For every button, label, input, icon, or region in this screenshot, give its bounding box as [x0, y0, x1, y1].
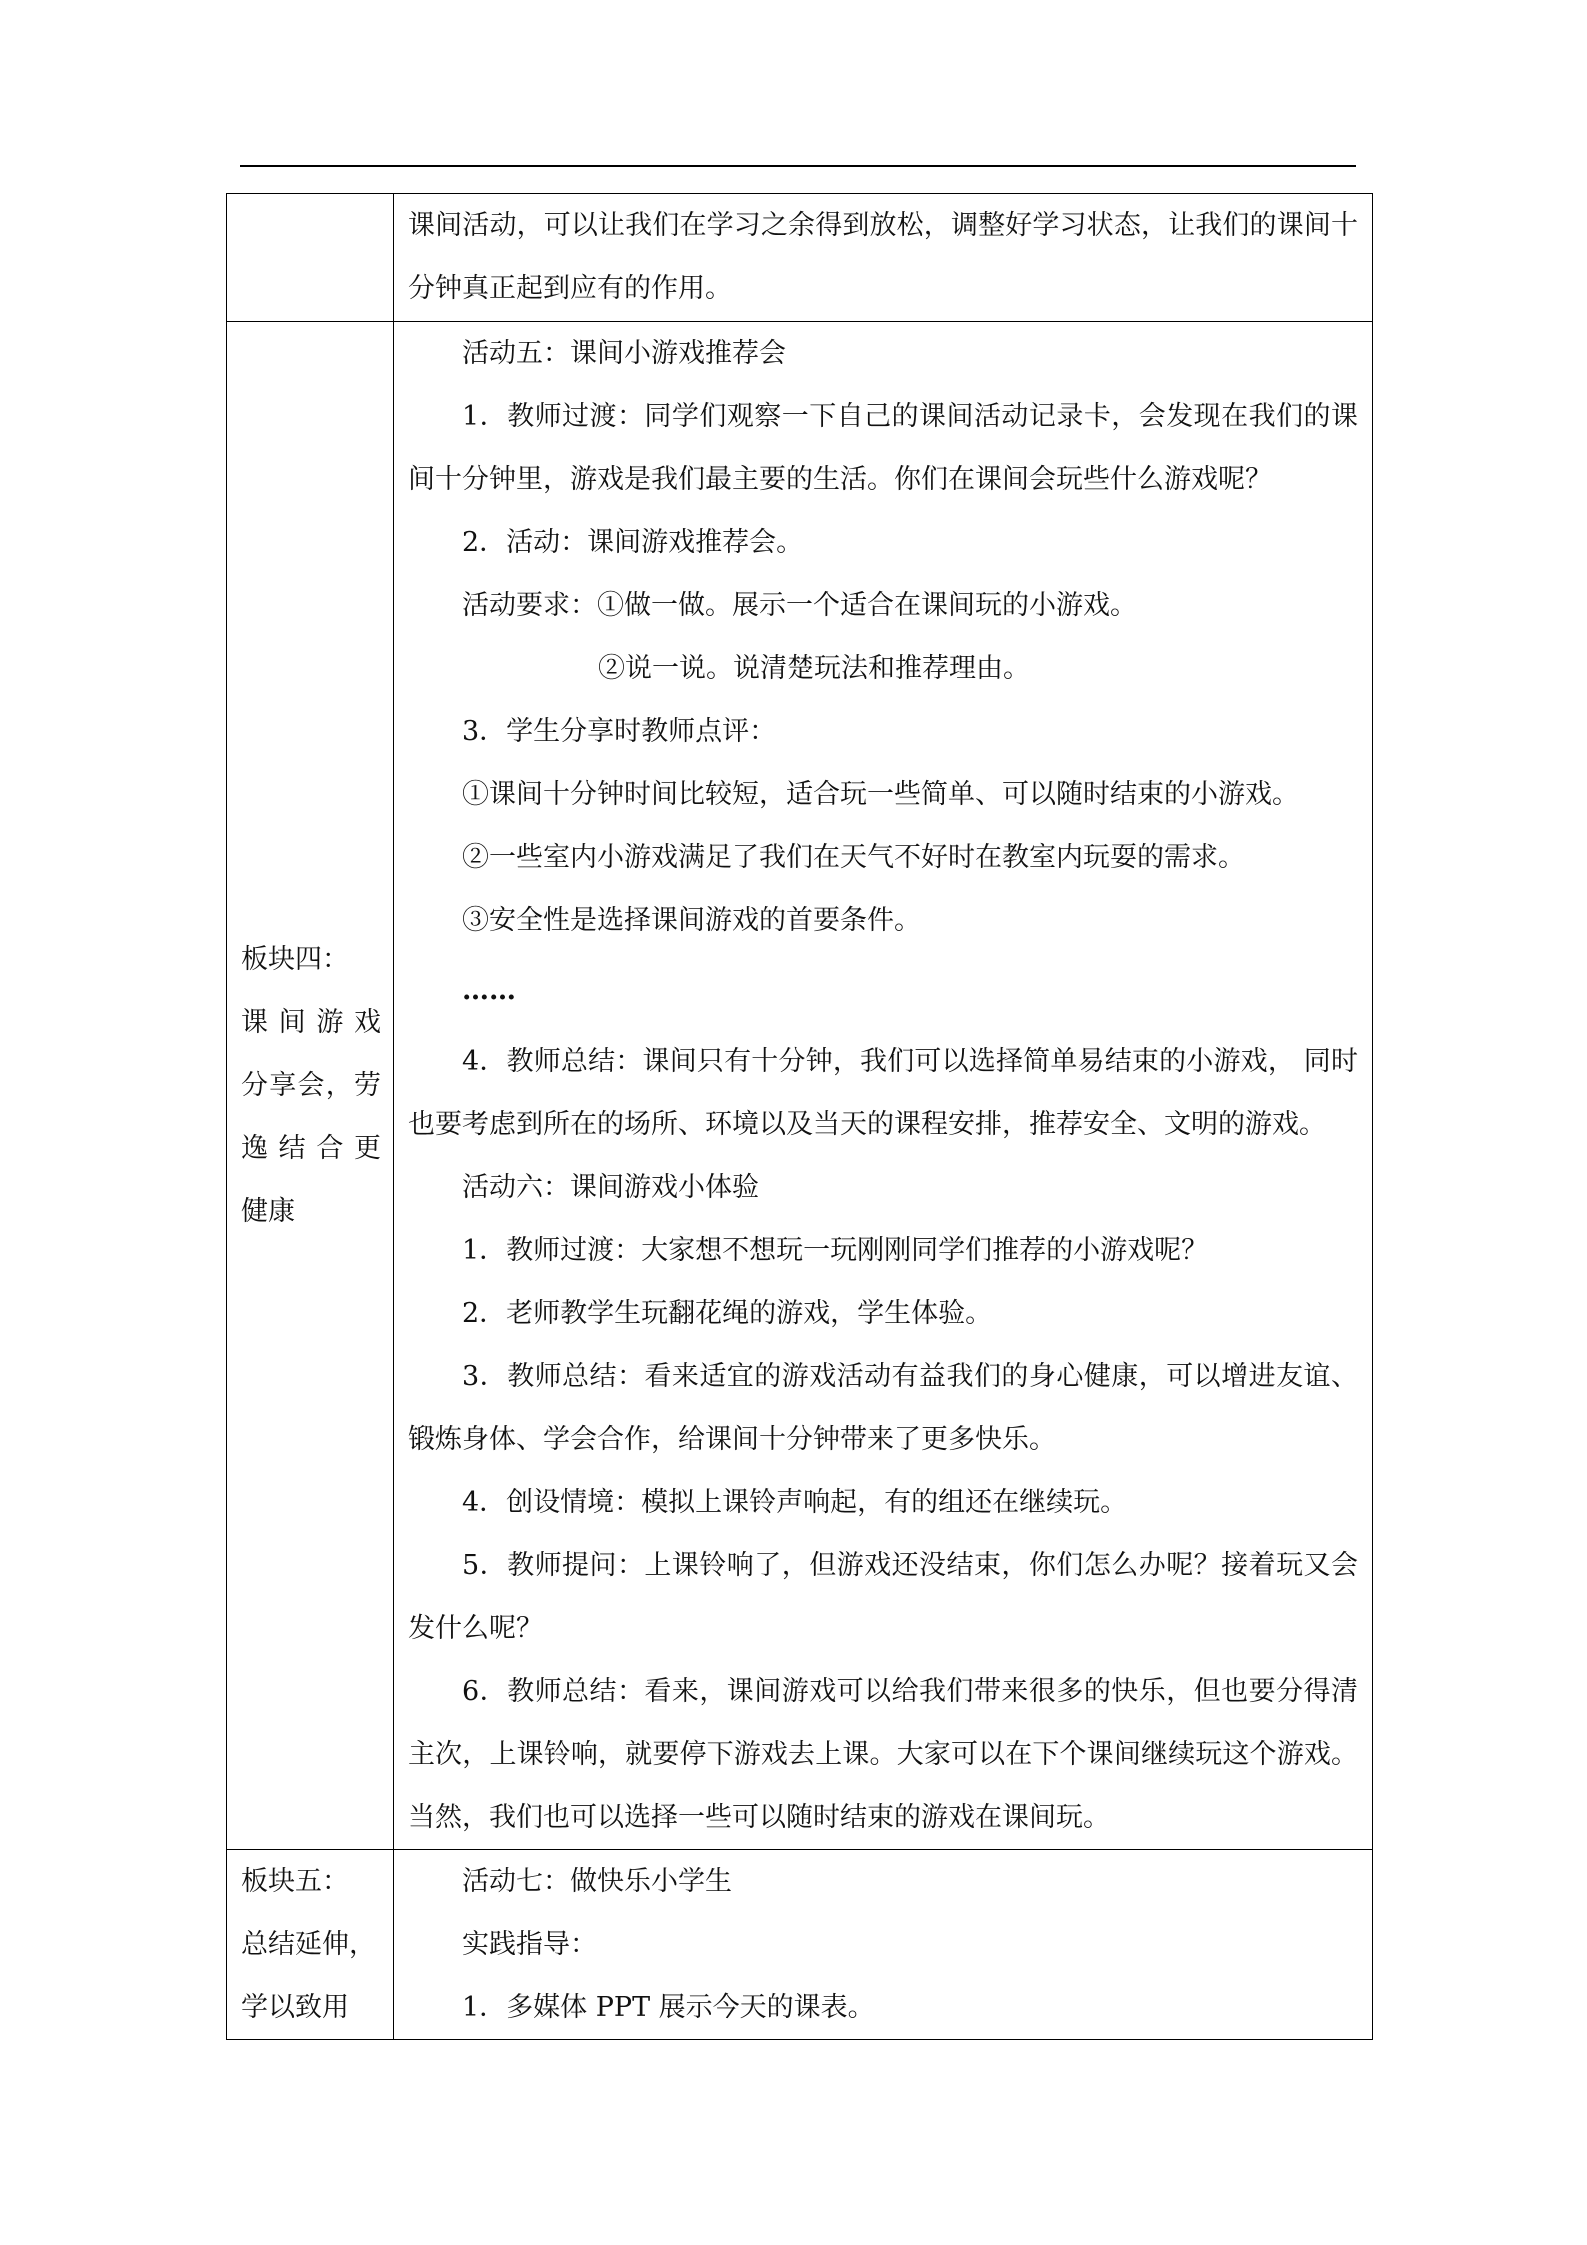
paragraph: 2．活动：课间游戏推荐会。 — [462, 527, 804, 558]
header-rule — [240, 165, 1356, 167]
segment-cell — [227, 194, 394, 322]
paragraph: ③安全性是选择课间游戏的首要条件。 — [462, 905, 921, 936]
paragraph: 4．创设情境：模拟上课铃声响起，有的组还在继续玩。 — [462, 1487, 1128, 1518]
paragraph: 实践指导： — [462, 1929, 597, 1960]
segment-cell — [227, 322, 394, 1850]
segment-label: 课间游戏 — [241, 1007, 381, 1038]
paragraph: 1．教师过渡：大家想不想玩一玩刚刚同学们推荐的小游戏呢？ — [462, 1235, 1209, 1266]
paragraph: 3．学生分享时教师点评： — [462, 716, 777, 747]
activity-heading: 活动七：做快乐小学生 — [462, 1866, 732, 1897]
paragraph: 课间活动，可以让我们在学习之余得到放松，调整好学习状态，让我们的课间十分钟真正起到应有的作用。 — [408, 210, 1358, 304]
segment-label: 分享会，劳 — [241, 1070, 381, 1101]
paragraph: 活动要求：①做一做。展示一个适合在课间玩的小游戏。 — [462, 590, 1137, 621]
paragraph: ①课间十分钟时间比较短，适合玩一些简单、可以随时结束的小游戏。 — [462, 779, 1299, 810]
content-cell — [394, 1850, 1373, 2040]
paragraph: 4．教师总结：课间只有十分钟，我们可以选择简单易结束的小游戏， 同时也要考虑到所在的场所、环境以及当天的课程安排，推荐安全、文明的游戏。 — [408, 1046, 1358, 1140]
content-cell — [394, 194, 1373, 322]
activity-heading: 活动六：课间游戏小体验 — [462, 1172, 759, 1203]
segment-label: 总结延伸， — [241, 1929, 376, 1960]
paragraph: 5．教师提问：上课铃响了，但游戏还没结束，你们怎么办呢？接着玩又会发什么呢？ — [408, 1550, 1358, 1644]
activity-heading: 活动五：课间小游戏推荐会 — [462, 338, 786, 369]
paragraph: 1．教师过渡：同学们观察一下自己的课间活动记录卡，会发现在我们的课间十分钟里，游戏是我们最主要的生活。你们在课间会玩些什么游戏呢？ — [408, 401, 1358, 495]
table-row — [227, 194, 1373, 322]
paragraph: ②说一说。说清楚玩法和推荐理由。 — [598, 653, 1030, 684]
lesson-plan-table — [226, 193, 1373, 2040]
paragraph: 2．老师教学生玩翻花绳的游戏，学生体验。 — [462, 1298, 993, 1329]
table-row — [227, 1850, 1373, 2040]
paragraph: 1．多媒体 PPT 展示今天的课表。 — [462, 1992, 875, 2023]
paragraph: 3．教师总结：看来适宜的游戏活动有益我们的身心健康，可以增进友谊、锻炼身体、学会合作，给课间十分钟带来了更多快乐。 — [408, 1361, 1358, 1455]
ellipsis: …… — [462, 975, 516, 1006]
table-row — [227, 322, 1373, 1850]
segment-label: 学以致用 — [241, 1992, 349, 2023]
segment-label: 板块五： — [241, 1866, 349, 1897]
segment-cell — [227, 1850, 394, 2040]
paragraph: ②一些室内小游戏满足了我们在天气不好时在教室内玩耍的需求。 — [462, 842, 1245, 873]
segment-label: 板块四： — [241, 944, 349, 975]
paragraph: 6．教师总结：看来，课间游戏可以给我们带来很多的快乐，但也要分得清主次，上课铃响，就要停下游戏去上课。大家可以在下个课间继续玩这个游戏。当然，我们也可以选择一些可以随时结束的游戏在课间玩。 — [408, 1676, 1358, 1833]
segment-label: 逸结合更 — [241, 1133, 381, 1164]
content-cell — [394, 322, 1373, 1850]
segment-label: 健康 — [241, 1196, 295, 1227]
